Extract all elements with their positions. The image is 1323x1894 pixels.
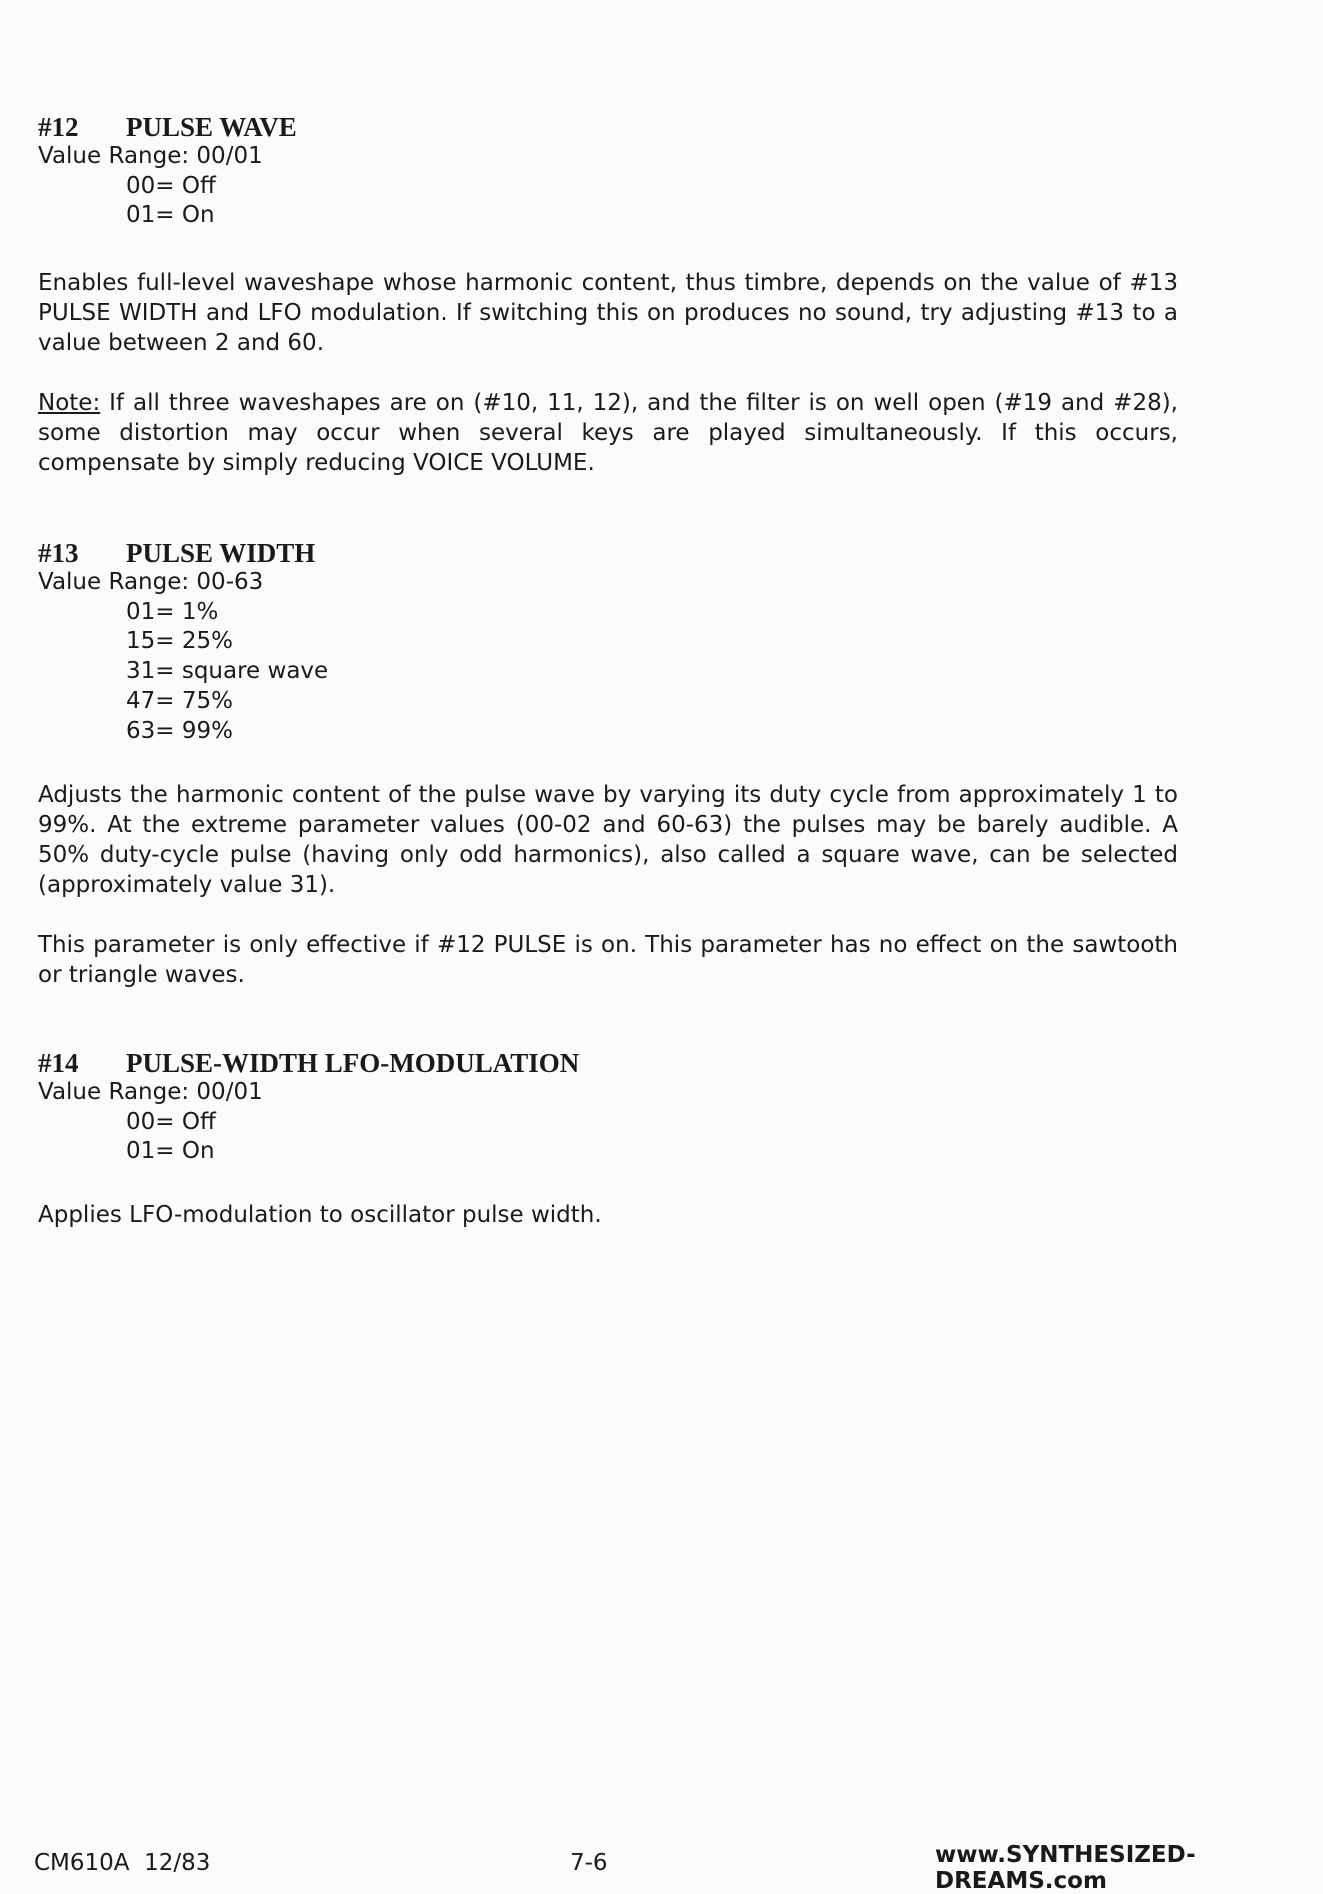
- value-option: 01= On: [126, 202, 215, 229]
- description-paragraph: Enables full-level waveshape whose harmonic content, thus timbre, depends on the value of #13 PULSE WIDTH and LFO modulation. If switching this on produces no sound, try adjusting #13 to a value between 2 and 60.: [38, 270, 1178, 356]
- footer-page-number: 7-6: [570, 1850, 608, 1876]
- value-option: 47= 75%: [126, 687, 233, 714]
- section-heading: [38, 538, 1178, 568]
- description-paragraph: Adjusts the harmonic content of the pulse wave by varying its duty cycle from approximately 1 to 99%. At the extreme parameter values (00-02 and 60-63) the pulses may be barely audible. A 50% duty-cycle pulse (having only odd harmonics), also called a square wave, can be selected (approximately value 31).: [38, 782, 1178, 898]
- value-range: Value Range: 00/01: [38, 143, 263, 169]
- note-label: Note:: [38, 390, 101, 416]
- value-range: Value Range: 00-63: [38, 569, 264, 595]
- value-option: 63= 99%: [126, 717, 233, 744]
- parameter-title: PULSE WAVE: [126, 112, 297, 142]
- section-pulse-wave: [38, 112, 1178, 231]
- description-paragraph: This parameter is only effective if #12 PULSE is on. This parameter has no effect on the sawtooth or triangle waves.: [38, 932, 1178, 988]
- parameter-number: #13: [38, 538, 79, 568]
- parameter-title: PULSE-WIDTH LFO-MODULATION: [126, 1048, 580, 1078]
- section-heading: [38, 1048, 1178, 1078]
- note-paragraph: [38, 388, 1178, 478]
- description-paragraph: Applies LFO-modulation to oscillator pulse width.: [38, 1202, 602, 1228]
- value-option: 00= Off: [126, 172, 216, 199]
- section-pulse-width-lfo-modulation: [38, 1048, 1178, 1167]
- section-heading: [38, 112, 1178, 142]
- value-option: 15= 25%: [126, 628, 233, 655]
- value-option: 01= On: [126, 1138, 215, 1165]
- parameter-number: #12: [38, 112, 79, 142]
- parameter-number: #14: [38, 1048, 79, 1078]
- footer-website: www.SYNTHESIZED-DREAMS.com: [935, 1842, 1196, 1894]
- note-text: If all three waveshapes are on (#10, 11, 12), and the filter is on well open (#19 and #28), some distortion may occur when several keys are played simultaneously. If this occurs, compensate by simply reducing VOICE VOLUME.: [38, 390, 1178, 476]
- value-option: 00= Off: [126, 1108, 216, 1135]
- value-option: 01= 1%: [126, 598, 219, 625]
- parameter-title: PULSE WIDTH: [126, 538, 316, 568]
- footer-doc-id: CM610A 12/83: [34, 1850, 211, 1876]
- value-range: Value Range: 00/01: [38, 1079, 263, 1105]
- value-option: 31= square wave: [126, 658, 329, 685]
- section-pulse-width: [38, 538, 1178, 746]
